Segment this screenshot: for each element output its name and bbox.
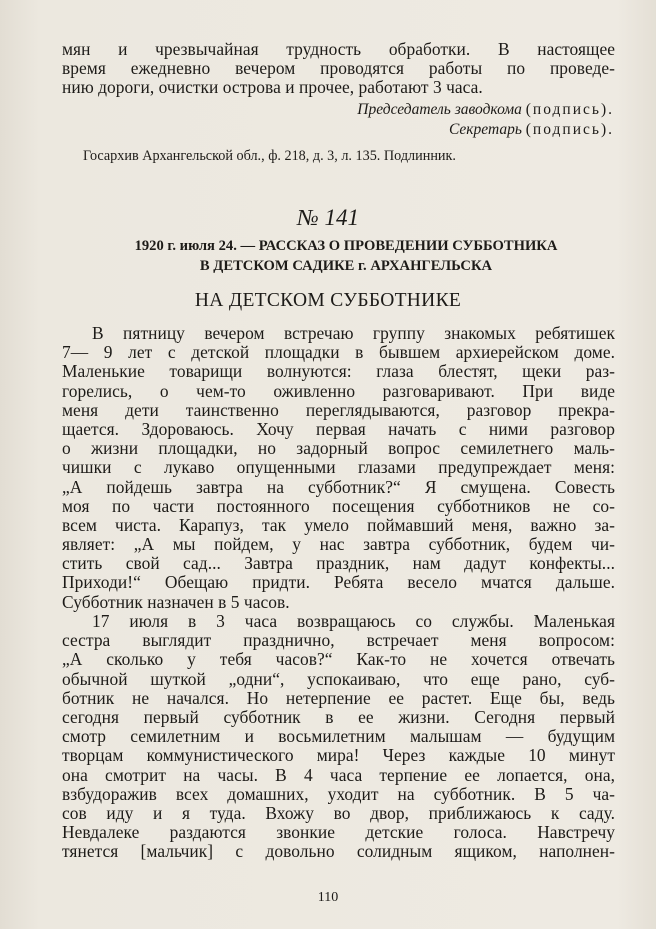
text-line: 17 июля в 3 часа возвращаюсь со службы. Маленькая (92, 611, 615, 631)
signature-role: Секретарь (448, 121, 522, 138)
text-line: Маленькие товарищи волнуются: глаза блестят, щеки раз- (62, 361, 615, 382)
text-line: Невдалеке раздаются звонкие детские голоса. Навстречу (62, 822, 615, 843)
text-line: Субботник назначен в 5 часов. (62, 591, 290, 612)
archive-reference: Госархив Архангельской обл., ф. 218, д. 3, л. 135. Подлинник. (83, 148, 456, 164)
text-line: взбудоражив всех домашних, уходит на субботник. В 5 ча- (62, 783, 615, 804)
signature-chairman (357, 101, 614, 119)
text-line: она смотрит на часы. В 4 часа терпение ее лопается, она, (62, 764, 615, 785)
text-line: всем чиста. Карапуз, так умело поймавший меня, важно за- (62, 514, 615, 535)
paragraph-1 (62, 324, 615, 612)
text-line: В пятницу вечером встречаю группу знакомых ребятишек (92, 323, 615, 343)
text-line: сегодня первый субботник в ее жизни. Сегодня первый (62, 706, 615, 727)
top-paragraph (62, 40, 615, 98)
paragraph-2 (62, 612, 615, 861)
text-line: творцам коммунистического мира! Через каждые 10 минут (62, 745, 615, 766)
text-line: сов иду и я туда. Вхожу во двор, приближаюсь к саду. (62, 802, 615, 823)
text-line: горелись, о чем-то оживленно разговаривают. При виде (62, 380, 615, 401)
text-line: Приходи!“ Обещаю придти. Ребята весело мчатся дальше. (62, 572, 615, 593)
text-line: стить свой сад... Завтра праздник, нам дадут конфекты... (62, 553, 615, 574)
signature-mark: (подпись). (525, 121, 614, 138)
text-line: смотр семилетним и восьмилетним малышам — будущим (62, 726, 615, 747)
text-line: моя по части постоянного посещения субботников не со- (62, 495, 615, 516)
text-line: „А сколько у тебя часов?“ Как-то не хочется отвечать (62, 649, 615, 670)
signature-mark: (подпись). (525, 101, 614, 118)
text-line: обычной шуткой „одни“, успокаиваю, что еще рано, суб- (62, 668, 615, 689)
signature-secretary (449, 121, 614, 139)
story-title: НА ДЕТСКОМ СУББОТНИКЕ (194, 290, 462, 311)
text-line: меня дети таинственно переглядываются, разговор прекра- (62, 399, 615, 420)
text-line: щается. Здороваюсь. Хочу первая начать с ними разговор (62, 418, 615, 439)
text-line: сестра выглядит празднично, встречает меня вопросом: (62, 630, 615, 651)
text-line: ботник не начался. Но нетерпение ее растет. Еще бы, ведь (62, 687, 615, 708)
text-line: 7— 9 лет с детской площадки в бывшем архиерейском доме. (62, 342, 615, 363)
text-line: являет: „А мы пойдем, у нас завтра субботник, будем чи- (62, 534, 615, 555)
text-line: „А пойдешь завтра на субботник?“ Я смущена. Совесть (62, 476, 615, 497)
document-heading-line-1: 1920 г. июля 24. — РАССКАЗ О ПРОВЕДЕНИИ СУББОТНИКА (134, 238, 558, 254)
text-line: чишки с лукаво опущенными глазами предупреждает меня: (62, 457, 615, 478)
text-line: о жизни площадки, но задорный вопрос семилетнего маль- (62, 438, 615, 459)
text-line: время ежедневно вечером проводятся работы по проведе- (62, 58, 615, 79)
text-line: нию дороги, очистки острова и прочее, работают 3 часа. (62, 77, 483, 98)
text-line: тянется [мальчик] с довольно солидным ящиком, наполнен- (62, 841, 615, 862)
document-heading-line-2: В ДЕТСКОМ САДИКЕ г. АРХАНГЕЛЬСКА (199, 258, 493, 274)
document-number: № 141 (297, 205, 359, 230)
signature-role: Председатель заводкома (357, 101, 522, 118)
page-number: 110 (317, 890, 339, 905)
text-line: мян и чрезвычайная трудность обработки. В настоящее (62, 39, 615, 59)
